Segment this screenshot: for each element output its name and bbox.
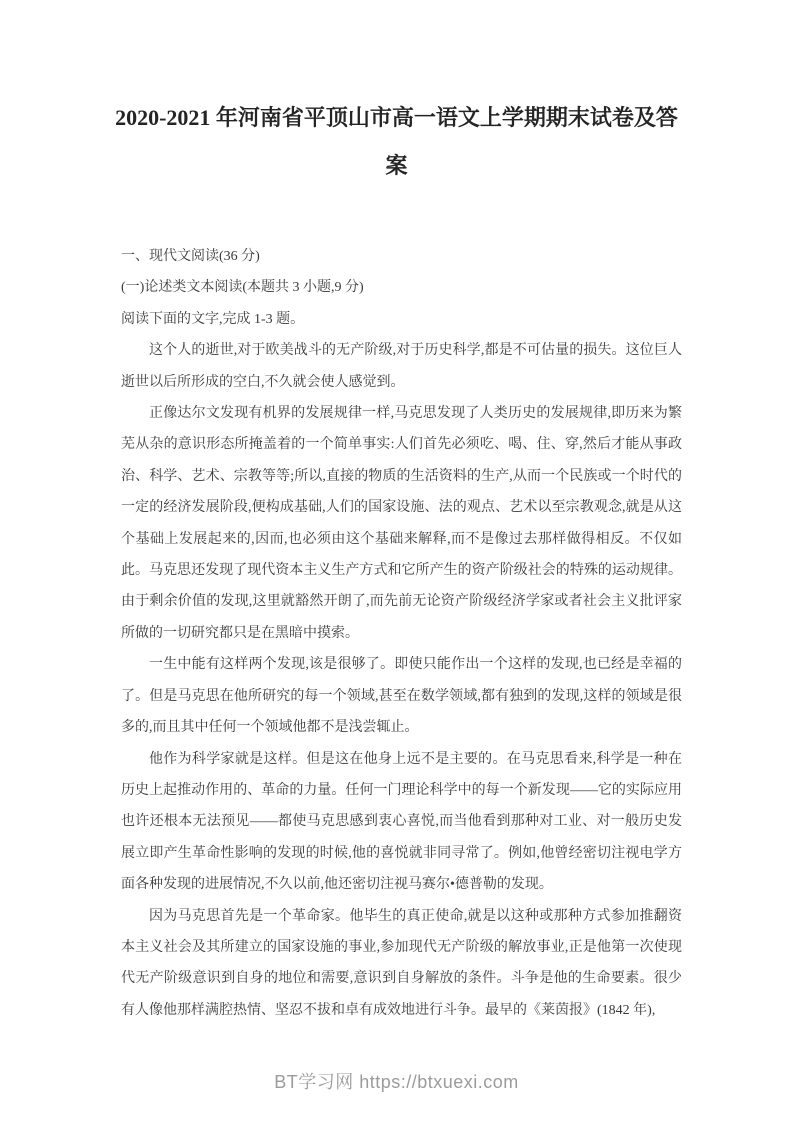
paragraph-2: 正像达尔文发现有机界的发展规律一样,马克思发现了人类历史的发展规律,即历来为繁芜从杂的意识形态所掩盖着的一个简单事实:人们首先必须吃、喝、住、穿,然后才能从事政治、科学、艺术、宗教等等;所以,直接的物质的生活资料的生产,从而一个民族或一个时代的一定的经济发展阶段,便构成基础,人们的国家设施、法的观点、艺术以至宗教观念,就是从这个基础上发展起来的,因而,也必须由这个基础来解释,而不是像过去那样做得相反。不仅如此。马克思还发现了现代资本主义生产方式和它所产生的资产阶级社会的特殊的运动规律。由于剩余价值的发现,这里就豁然开朗了,而先前无论资产阶级经济学家或者社会主义批评家所做的一切研究都只是在黑暗中摸索。 [121,406,682,641]
paragraph-1: 这个人的逝世,对于欧美战斗的无产阶级,对于历史科学,都是不可估量的损失。这位巨人逝世以后所形成的空白,不久就会使人感觉到。 [121,343,682,390]
paragraph-3: 一生中能有这样两个发现,该是很够了。即使只能作出一个这样的发现,也已经是幸福的了。但是马克思在他所研究的每一个领域,甚至在数学领域,都有独到的发现,这样的领域是很多的,而且其中任何一个领域他都不是浅尝辄止。 [121,657,682,736]
subsection-heading: (一)论述类文本阅读(本题共 3 小题,9 分) [121,280,364,296]
reading-instruction: 阅读下面的文字,完成 1-3 题。 [121,311,305,327]
document-body [121,241,682,1026]
section-heading: 一、现代文阅读(36 分) [121,249,260,264]
paragraph-4: 他作为科学家就是这样。但是这在他身上远不是主要的。在马克思看来,科学是一种在历史上起推动作用的、革命的力量。任何一门理论科学中的每一个新发现——它的实际应用也许还根本无法预见——都使马克思感到衷心喜悦,而当他看到那种对工业、对一般历史发展立即产生革命性影响的发现的时候,他的喜悦就非同寻常了。例如,他曾经密切注视电学方面各种发现的进展情况,不久以前,他还密切注视马赛尔•德普勒的发现。 [121,751,682,893]
page-title [0,94,793,190]
page-title-line-1: 2020-2021 年河南省平顶山市高一语文上学期期末试卷及答 [115,105,678,130]
footer-site-text: BT学习网 https://btxuexi.com [274,1072,519,1092]
page-title-line-2: 案 [385,153,408,178]
paragraph-5: 因为马克思首先是一个革命家。他毕生的真正使命,就是以这种或那种方式参加推翻资本主义社会及其所建立的国家设施的事业,参加现代无产阶级的解放事业,正是他第一次使现代无产阶级意识到自身的地位和需要,意识到自身解放的条件。斗争是他的生命要素。很少有人像他那样满腔热情、坚忍不拔和卓有成效地进行斗争。最早的《莱茵报》(1842 年), [121,908,682,1018]
footer-watermark [0,1069,793,1095]
